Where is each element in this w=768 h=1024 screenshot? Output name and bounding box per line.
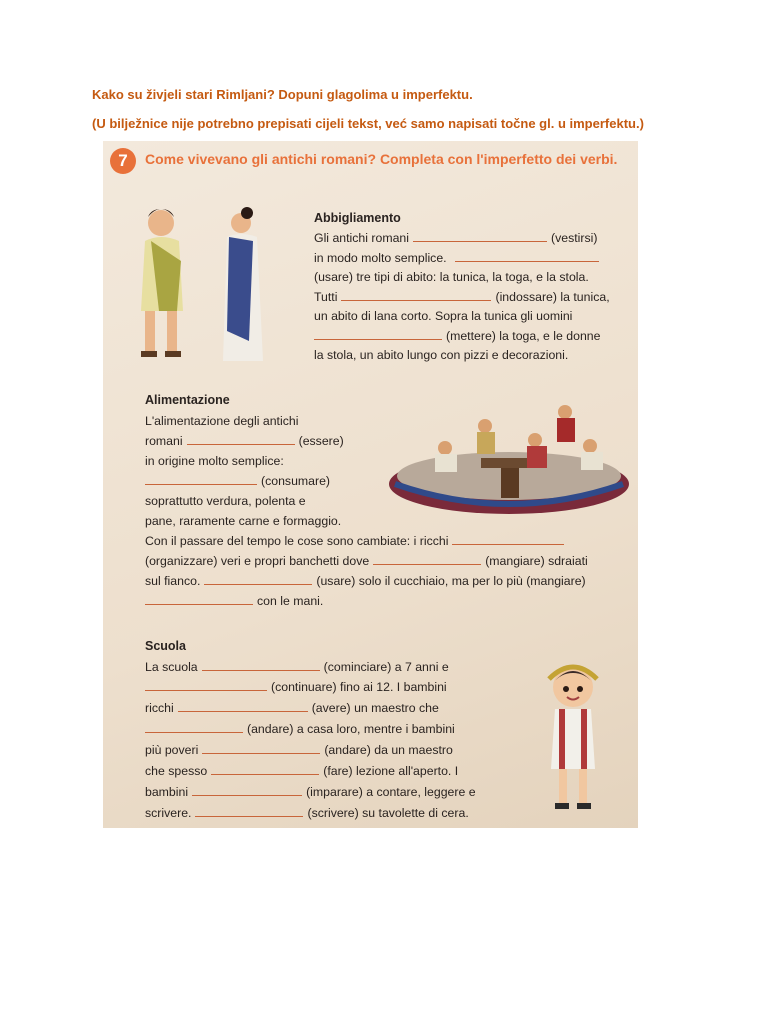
answer-blank[interactable] — [192, 784, 302, 796]
instruction-line-1: Kako su živjeli stari Rimljani? Dopuni glagolima u imperfektu. — [92, 87, 473, 102]
text-line — [145, 553, 588, 569]
text-fragment: (scrivere) su tavolette di cera. — [307, 806, 469, 820]
roman-man-figure — [141, 209, 183, 357]
text-fragment: (andare) a casa loro, mentre i bambini — [247, 722, 455, 736]
text-line — [145, 533, 568, 549]
text-fragment: (cominciare) a 7 anni e — [323, 660, 449, 674]
text-fragment: (continuare) fino ai 12. I bambini — [271, 680, 447, 694]
text-line — [145, 473, 330, 489]
exercise-number-badge: 7 — [110, 148, 136, 174]
answer-blank[interactable] — [145, 721, 243, 733]
answer-blank[interactable] — [178, 700, 308, 712]
answer-blank[interactable] — [341, 289, 491, 301]
text-line: L'alimentazione degli antichi — [145, 414, 299, 428]
text-fragment: (consumare) — [261, 474, 331, 488]
text-line — [145, 742, 453, 758]
text-fragment: (vestirsi) — [551, 231, 598, 245]
text-fragment: (usare) solo il cucchiaio, ma per lo più (mangiare) — [316, 574, 586, 588]
text-fragment: scrivere. — [145, 806, 192, 820]
text-fragment: (organizzare) veri e propri banchetti dove — [145, 554, 370, 568]
text-fragment: con le mani. — [257, 594, 324, 608]
text-fragment: (fare) lezione all'aperto. I — [323, 764, 459, 778]
text-fragment: romani — [145, 434, 183, 448]
answer-blank[interactable] — [211, 763, 319, 775]
text-line: un abito di lana corto. Sopra la tunica gli uomini — [314, 309, 573, 323]
text-fragment: (mangiare) sdraiati — [485, 554, 588, 568]
text-line: in origine molto semplice: — [145, 454, 284, 468]
answer-blank[interactable] — [452, 533, 564, 545]
text-fragment: (avere) un maestro che — [311, 701, 439, 715]
text-line: (usare) tre tipi di abito: la tunica, la toga, e la stola. — [314, 270, 589, 284]
answer-blank[interactable] — [202, 742, 320, 754]
text-fragment: che spesso — [145, 764, 208, 778]
section-title-scuola: Scuola — [145, 639, 186, 653]
answer-blank[interactable] — [145, 593, 253, 605]
roman-child-illustration — [541, 659, 605, 817]
text-line — [145, 784, 476, 800]
instruction-line-2: (U bilježnice nije potrebno prepisati cijeli tekst, već samo napisati točne gl. u imperfektu.) — [92, 116, 644, 131]
text-fragment: La scuola — [145, 660, 198, 674]
text-line — [314, 328, 601, 344]
textbook-photo — [103, 141, 638, 828]
text-line — [145, 679, 447, 695]
text-line: la stola, un abito lungo con pizzi e decorazioni. — [314, 348, 569, 362]
roman-couple-illustration — [131, 201, 281, 371]
answer-blank[interactable] — [145, 679, 267, 691]
text-fragment: Gli antichi romani — [314, 231, 409, 245]
answer-blank[interactable] — [145, 473, 257, 485]
text-fragment: più poveri — [145, 743, 199, 757]
text-fragment: (andare) da un maestro — [324, 743, 453, 757]
text-fragment: in modo molto semplice. — [314, 251, 447, 265]
section-title-abbigliamento: Abbigliamento — [314, 211, 401, 225]
text-fragment: Con il passare del tempo le cose sono cambiate: i ricchi — [145, 534, 449, 548]
answer-blank[interactable] — [187, 433, 295, 445]
answer-blank[interactable] — [373, 553, 481, 565]
answer-blank[interactable] — [204, 573, 312, 585]
text-fragment: Tutti — [314, 290, 338, 304]
text-line: pane, raramente carne e formaggio. — [145, 514, 342, 528]
answer-blank[interactable] — [455, 250, 599, 262]
text-fragment: ricchi — [145, 701, 174, 715]
roman-banquet-illustration — [385, 396, 633, 521]
text-line — [145, 763, 458, 779]
answer-blank[interactable] — [195, 805, 303, 817]
answer-blank[interactable] — [202, 659, 320, 671]
text-fragment: (indossare) la tunica, — [495, 290, 610, 304]
answer-blank[interactable] — [314, 328, 442, 340]
text-line — [145, 700, 439, 716]
text-fragment: (mettere) la toga, e le donne — [446, 329, 601, 343]
section-title-alimentazione: Alimentazione — [145, 393, 230, 407]
text-line — [314, 289, 610, 305]
text-line — [314, 230, 597, 246]
text-line — [145, 593, 323, 609]
answer-blank[interactable] — [413, 230, 547, 242]
text-line: soprattutto verdura, polenta e — [145, 494, 306, 508]
roman-woman-figure — [223, 207, 263, 361]
text-line — [145, 433, 344, 449]
text-line — [314, 250, 603, 266]
text-fragment: (imparare) a contare, leggere e — [306, 785, 476, 799]
text-fragment: sul fianco. — [145, 574, 201, 588]
text-line — [145, 659, 449, 675]
text-line — [145, 805, 469, 821]
text-line — [145, 721, 455, 737]
text-fragment: bambini — [145, 785, 189, 799]
exercise-title: Come vivevano gli antichi romani? Completa con l'imperfetto dei verbi. — [145, 151, 618, 167]
text-fragment: (essere) — [298, 434, 344, 448]
text-line — [145, 573, 586, 589]
